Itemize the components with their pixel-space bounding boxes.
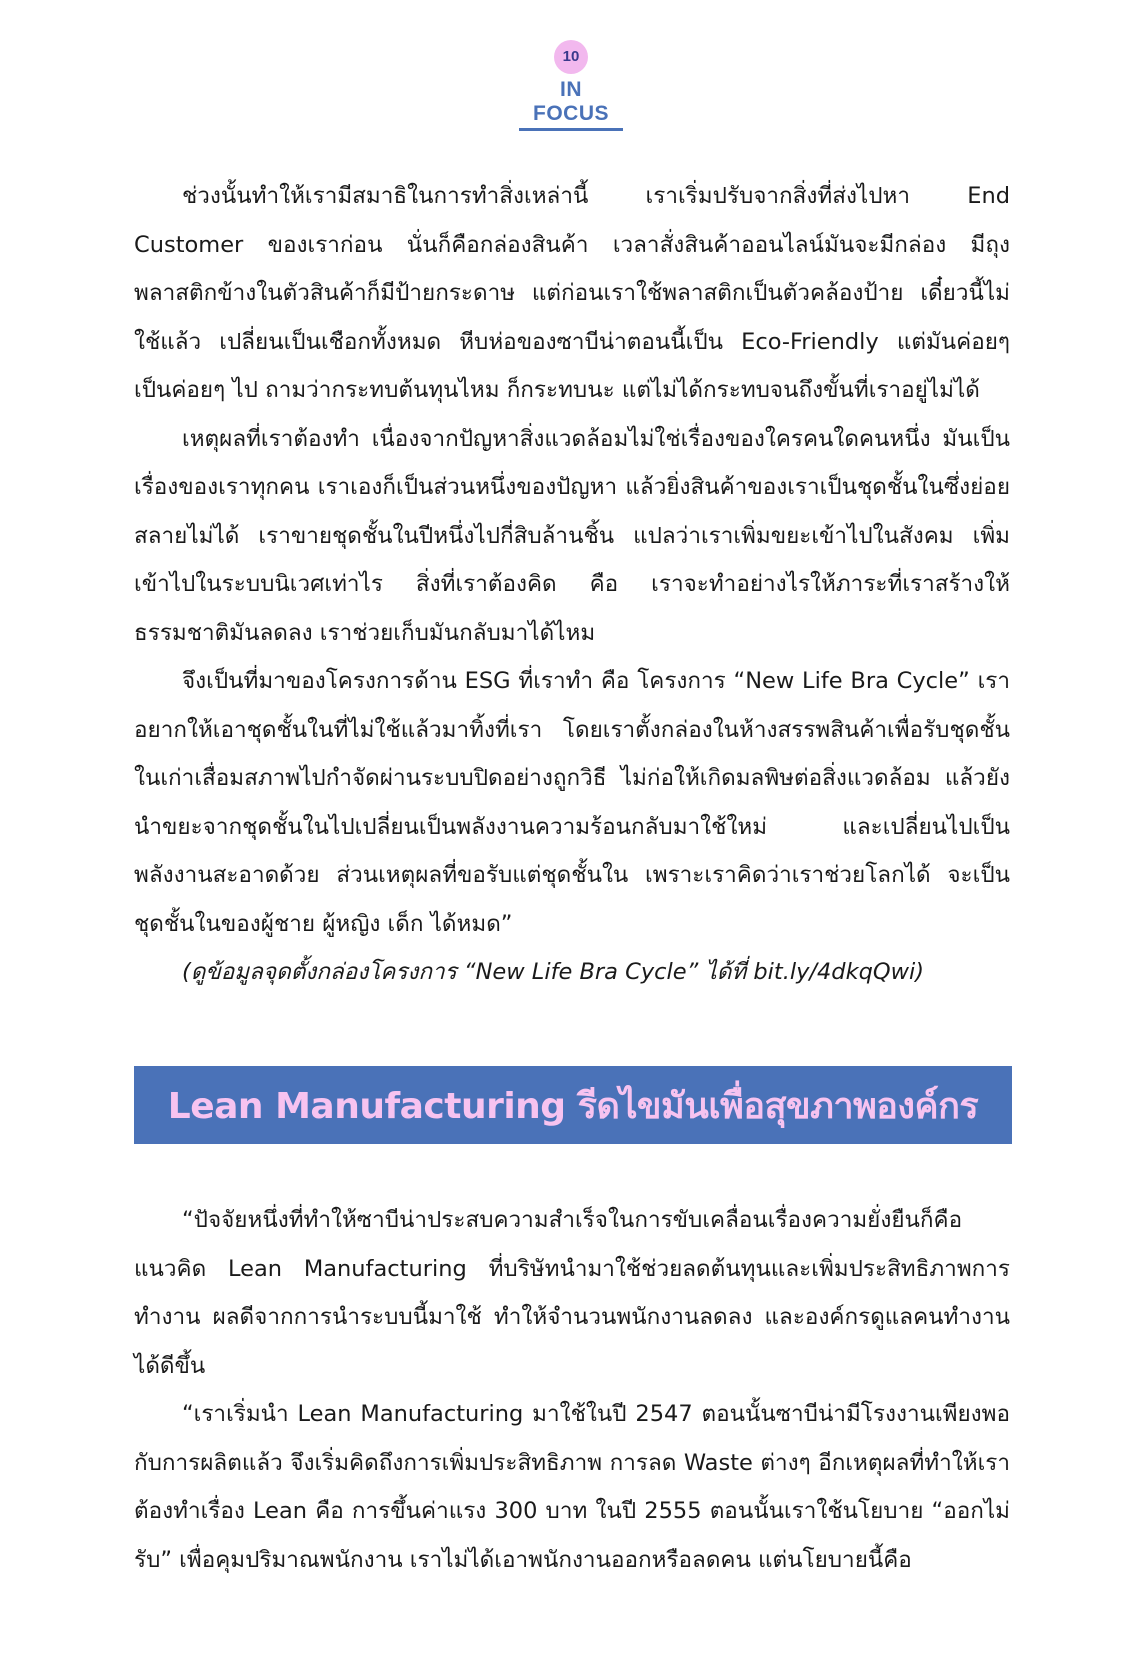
article-body-bottom bbox=[134, 1196, 1010, 1584]
page-header bbox=[0, 40, 1142, 131]
paragraph: จึงเป็นที่มาของโครงการด้าน ESG ที่เราทำ คือ โครงการ “New Life Bra Cycle” เราอยากให้เอาชุดชั้นในที่ไม่ใช้แล้วมาทิ้งที่เรา โดยเราตั้งกล่องในห้างสรรพสินค้าเพื่อรับชุดชั้นในเก่าเสื่อมสภาพไปกำจัดผ่านระบบปิดอย่างถูกวิธี ไม่ก่อให้เกิดมลพิษต่อสิ่งแวดล้อม แล้วยังนำขยะจากชุดชั้นในไปเปลี่ยนเป็นพลังงานความร้อนกลับมาใช้ใหม่ และเปลี่ยนไปเป็นพลังงานสะอาดด้วย ส่วนเหตุผลที่ขอรับแต่ชุดชั้นใน เพราะเราคิดว่าเราช่วยโลกได้ จะเป็นชุดชั้นในของผู้ชาย ผู้หญิง เด็ก ได้หมด” bbox=[134, 668, 1010, 937]
paragraph: ช่วงนั้นทำให้เรามีสมาธิในการทำสิ่งเหล่านี้ เราเริ่มปรับจากสิ่งที่ส่งไปหา End Customer ของเราก่อน นั่นก็คือกล่องสินค้า เวลาสั่งสินค้าออนไลน์มันจะมีกล่อง มีถุงพลาสติกข้างในตัวสินค้าก็มีป้ายกระดาษ แต่ก่อนเราใช้พลาสติกเป็นตัวคล้องป้าย เดี๋ยวนี้ไม่ใช้แล้ว เปลี่ยนเป็นเชือกทั้งหมด หีบห่อของซาบีน่าตอนนี้เป็น Eco-Friendly แต่มันค่อยๆ เป็นค่อยๆ ไป ถามว่ากระทบต้นทุนไหม ก็กระทบนะ แต่ไม่ได้กระทบจนถึงขั้นที่เราอยู่ไม่ได้ bbox=[134, 183, 1010, 403]
section-banner bbox=[134, 1066, 1012, 1144]
paragraph: “ปัจจัยหนึ่งที่ทำให้ซาบีน่าประสบความสำเร็จในการขับเคลื่อนเรื่องความยั่งยืนก็คือแนวคิด Lean Manufacturing ที่บริษัทนำมาใช้ช่วยลดต้นทุนและเพิ่มประสิทธิภาพการทำงาน ผลดีจากการนำระบบนี้มาใช้ ทำให้จำนวนพนักงานลดลง และองค์กรดูแลคนทำงานได้ดีขึ้น bbox=[134, 1207, 1010, 1379]
reference-note: (ดูข้อมูลจุดตั้งกล่องโครงการ “New Life Bra Cycle” ได้ที่ bit.ly/4dkqQwi) bbox=[182, 959, 925, 985]
paragraph: เหตุผลที่เราต้องทำ เนื่องจากปัญหาสิ่งแวดล้อมไม่ใช่เรื่องของใครคนใดคนหนึ่ง มันเป็นเรื่องของเราทุกคน เราเองก็เป็นส่วนหนึ่งของปัญหา แล้วยิ่งสินค้าของเราเป็นชุดชั้นในซึ่งย่อยสลายไม่ได้ เราขายชุดชั้นในปีหนึ่งไปกี่สิบล้านชิ้น แปลว่าเราเพิ่มขยะเข้าไปในสังคม เพิ่มเข้าไปในระบบนิเวศเท่าไร สิ่งที่เราต้องคิด คือ เราจะทำอย่างไรให้ภาระที่เราสร้างให้ธรรมชาติมันลดลง เราช่วยเก็บมันกลับมาได้ไหม bbox=[134, 425, 1010, 646]
banner-title: Lean Manufacturing รีดไขมันเพื่อสุขภาพองค์กร bbox=[167, 1085, 979, 1127]
page-number-badge: 10 bbox=[554, 40, 588, 74]
section-label: IN FOCUS bbox=[519, 78, 623, 131]
paragraph: “เราเริ่มนำ Lean Manufacturing มาใช้ในปี 2547 ตอนนั้นซาบีน่ามีโรงงานเพียงพอกับการผลิตแล้ว จึงเริ่มคิดถึงการเพิ่มประสิทธิภาพ การลด Waste ต่างๆ อีกเหตุผลที่ทำให้เราต้องทำเรื่อง Lean คือ การขึ้นค่าแรง 300 บาท ในปี 2555 ตอนนั้นเราใช้นโยบาย “ออกไม่รับ” เพื่อคุมปริมาณพนักงาน เราไม่ได้เอาพนักงานออกหรือลดคน แต่นโยบายนี้คือ bbox=[134, 1401, 1010, 1573]
article-body-top bbox=[134, 172, 1010, 997]
